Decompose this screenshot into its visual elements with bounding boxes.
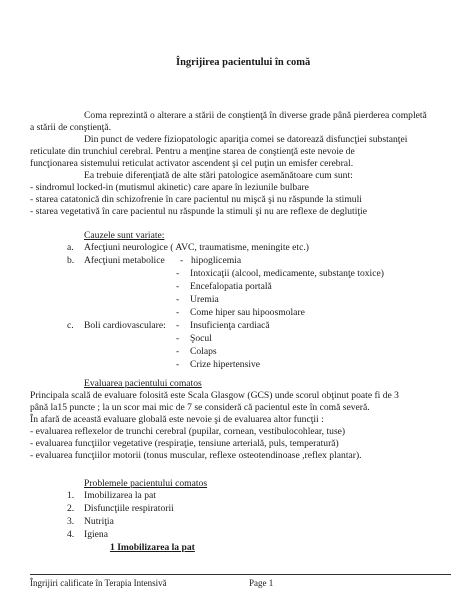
list-item: Intoxicaţii (alcool, medicamente, substanţe toxice) [190,268,384,279]
list-item-dash: - [176,281,180,292]
footer-rule [30,574,451,575]
causes-heading: Cauzele sunt variate: [84,230,165,241]
problem-number: 1. [67,490,75,501]
intro-p3-line2: - sindromul locked-in (mutismul akinetic) care apare în leziunile bulbare [30,182,309,193]
intro-p1-line1: Coma reprezintă o alterare a stării de conştienţă în diverse grade până pierderea completă [84,110,427,121]
cause-a-text: Afecţiuni neurologice ( AVC, traumatisme, meningite etc.) [84,242,309,253]
problem-number: 4. [67,529,75,540]
problem-number: 3. [67,516,75,527]
list-item-dash: - [176,359,180,370]
problem-number: 2. [67,503,75,514]
evaluation-line2: până la15 puncte ; la un scor mai mic de 7 se consideră că pacientul este în comă severă. [30,402,370,413]
evaluation-line4: - evaluarea reflexelor de trunchi cerebral (pupilar, cornean, vestibulocohlear, tuse) [30,426,346,437]
problem-item: Nutriţia [84,516,114,527]
problem-item: Imobilizarea la pat [84,490,156,501]
list-item: Uremia [190,294,219,305]
evaluation-line3: În afară de această evaluare globală este nevoie şi de evaluarea altor funcţii : [30,414,324,425]
list-item: Encefalopatia portală [190,281,272,292]
page-title: Îngrijirea pacientului în comă [176,57,311,68]
footer-title: Îngrijiri calificate în Terapia Intensivă [30,578,167,588]
list-item: Crize hipertensive [190,359,261,370]
evaluation-line5: - evaluarea funcţiilor vegetative (respiraţie, tensiune arterială, puls, temperatură) [30,438,339,449]
evaluation-heading: Evaluarea pacientului comatos [84,378,202,389]
problems-heading: Problemele pacientului comatos [84,478,208,489]
intro-p2-line1: Din punct de vedere fiziopatologic apariţia comei se datorează disfuncţiei substanţei [84,134,408,145]
evaluation-line1: Principala scală de evaluare folosită este Scala Glasgow (GCS) unde scorul obţinut poate fi de 3 [30,390,399,401]
list-item: Şocul [190,333,212,344]
list-item-dash: - [176,333,180,344]
list-item-dash: - [176,346,180,357]
list-item-dash: - [176,307,180,318]
evaluation-line6: - evaluarea funcţiilor motorii (tonus muscular, reflexe osteotendinoase ,reflex plantar). [30,450,362,461]
list-item-dash: - [176,320,180,331]
list-item: Insuficienţa cardiacă [190,320,270,331]
intro-p3-line1: Ea trebuie diferenţiată de alte stări patologice asemănătoare cum sunt: [84,170,353,181]
page-number: Page 1 [249,578,274,588]
cause-c-marker: c. [67,320,74,331]
cause-b-marker: b. [67,255,75,266]
intro-p3-line4: - starea vegetativă în care pacientul nu răspunde la stimuli şi nu are reflexe de deglutiţie [30,206,367,217]
intro-p1-line2: a stării de conştienţă. [30,122,111,133]
cause-b-text: Afecţiuni metabolice [84,255,165,266]
problem-item: Igiena [84,529,108,540]
list-item-dash: - [176,268,180,279]
cause-c-text: Boli cardiovasculare: [84,320,166,331]
list-item-dash: - [176,294,180,305]
list-item: Come hiper sau hipoosmolare [190,307,305,318]
cause-a-marker: a. [67,242,74,253]
problem-item: Disfuncţiile respiratorii [84,503,174,514]
list-item-dash: - [180,255,184,266]
intro-p3-line3: - starea catatonică din schizofrenie în care pacientul nu mişcă şi nu răspunde la stimuli [30,194,362,205]
list-item: Colaps [190,346,217,357]
intro-p2-line2: reticulate din trunchiul cerebral. Pentru a menţine starea de conştienţă este nevoie de [30,146,355,157]
intro-p2-line3: funcţionarea sistemului reticulat activator ascendent şi cel puţin un emisfer cerebral. [30,158,354,169]
list-item: hipoglicemia [191,255,242,266]
section-subheading: 1 Imobilizarea la pat [110,542,195,553]
